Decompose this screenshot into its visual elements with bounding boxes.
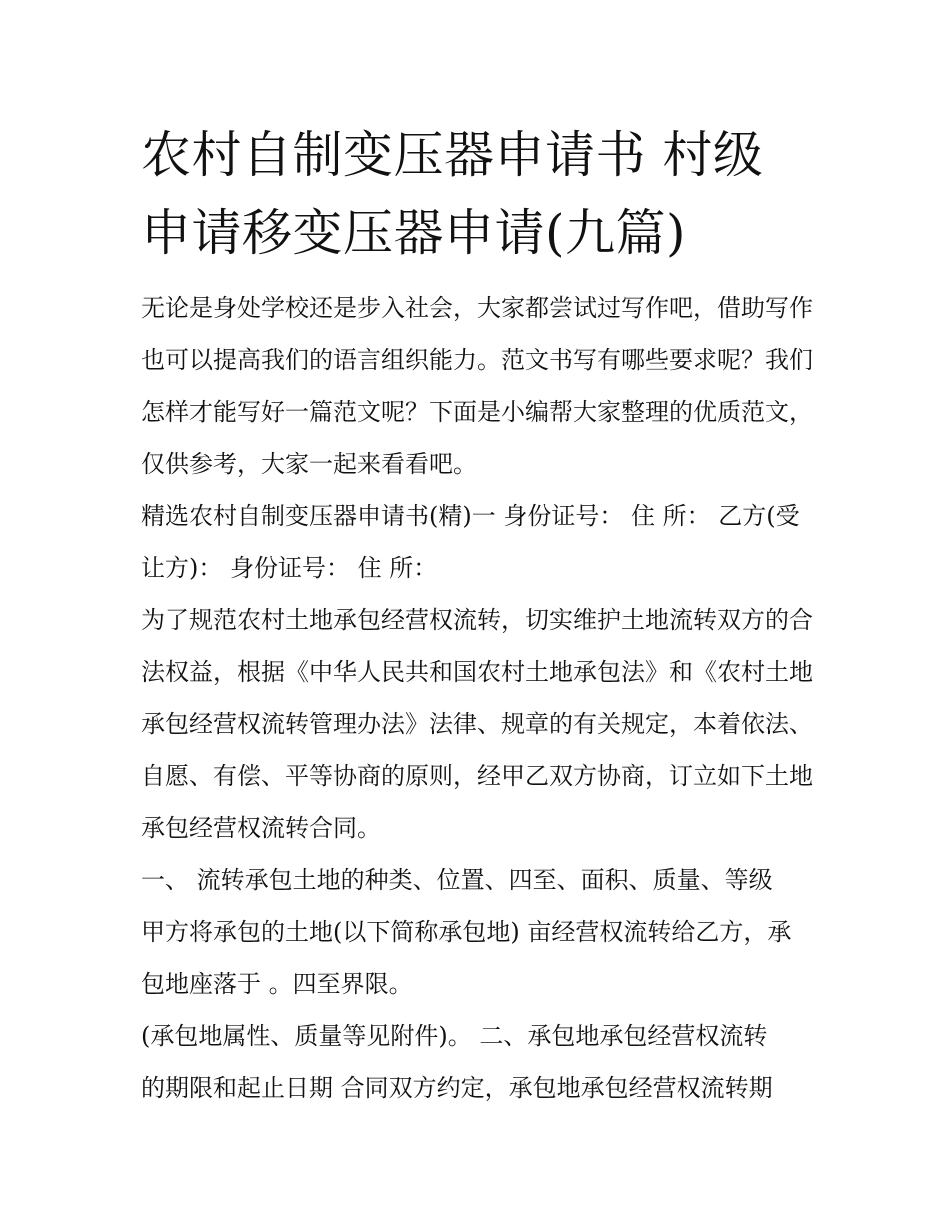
document-page bbox=[141, 116, 813, 1114]
document-title: 农村自制变压器申请书 村级申请移变压器申请(九篇) bbox=[141, 126, 764, 262]
intro-paragraph: 无论是身处学校还是步入社会，大家都尝试过写作吧，借助写作也可以提高我们的语言组织能力。范文书写有哪些要求呢？我们怎样才能写好一篇范文呢？下面是小编帮大家整理的优质范文，仅供参考，大家一起来看看吧。 bbox=[141, 294, 813, 478]
section-one-heading: 一、 流转承包土地的种类、位置、四至、面积、质量、等级 bbox=[141, 866, 773, 894]
parties-paragraph: 精选农村自制变压器申请书(精)一 身份证号： 住 所： 乙方(受让方)： 身份证号： 住 所： bbox=[141, 502, 800, 582]
term-paragraph: 的期限和起止日期 合同双方约定，承包地承包经营权流转期 bbox=[141, 1074, 773, 1102]
land-transfer-paragraph: 甲方将承包的土地(以下简称承包地) 亩经营权流转给乙方，承包地座落于 。四至界限。 bbox=[141, 918, 792, 998]
purpose-paragraph: 为了规范农村土地承包经营权流转，切实维护土地流转双方的合法权益，根据《中华人民共和国农村土地承包法》和《农村土地承包经营权流转管理办法》法律、规章的有关规定，本着依法、自愿、有偿、平等协商的原则，经甲乙双方协商，订立如下土地承包经营权流转合同。 bbox=[141, 606, 813, 842]
section-two-heading: (承包地属性、质量等见附件)。 二、承包地承包经营权流转 bbox=[141, 1022, 768, 1050]
